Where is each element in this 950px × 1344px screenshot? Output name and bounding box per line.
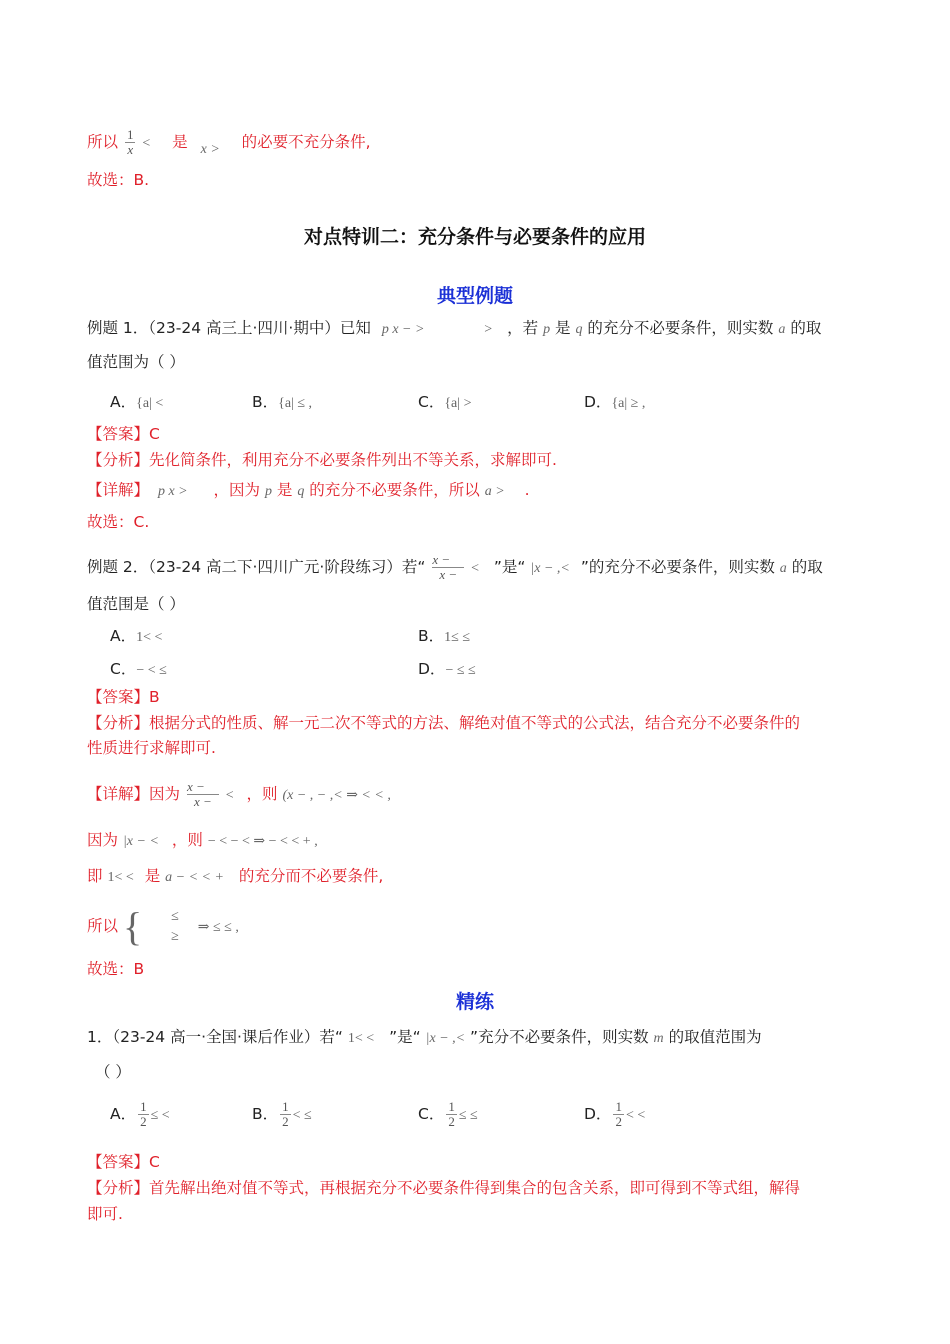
ex2-analysis-1: 【分析】根据分式的性质、解一元二次不等式的方法、解绝对值不等式的公式法，结合充分不必要条件的: [87, 714, 801, 732]
top-prefix: 所以: [87, 133, 119, 151]
ex1-option-a[interactable]: A．{a| <: [110, 393, 164, 411]
ex2-detail-1: 【详解】因为 $\frac{x -}{x -}$ < ，则 (x − , − ,< ⇒ < < ,: [87, 779, 391, 809]
ex2-detail-2: 因为 |x − < ，则 − < − < ⇒ − < < + ,: [87, 831, 318, 849]
ex2-detail-4: 所以 { ≤ ≥ ⇒ ≤ ≤ ,: [87, 903, 239, 949]
top-suffix: 的必要不充分条件,: [241, 133, 371, 151]
p1-answer: 【答案】C: [87, 1153, 160, 1171]
ex2-question: 例题 2．（23-24 高二下·四川广元·阶段练习）若“ $\frac{x -}{x -}$ < ”是“ |x − ,< ”的充分不必要条件，则实数 a 的取: [87, 552, 823, 582]
p1-analysis-1: 【分析】首先解出绝对值不等式，再根据充分不必要条件得到集合的包含关系，即可得到不等式组，解得: [87, 1179, 801, 1197]
ex1-choose: 故选：C.: [87, 513, 150, 531]
shi-text: 是: [172, 133, 188, 151]
fraction-1-over-x: $\frac{1}{x}$: [126, 127, 134, 157]
ex2-option-b[interactable]: B．1≤ ≤: [418, 627, 471, 645]
x-greater: x >: [200, 142, 220, 157]
inequality-system: ≤ ≥: [171, 908, 179, 944]
ex1-answer: 【答案】C: [87, 425, 160, 443]
ex2-option-a[interactable]: A．1< <: [110, 627, 163, 645]
top-line: [87, 128, 371, 157]
p1-option-d[interactable]: D． $\frac{1}{2}$ < <: [584, 1099, 646, 1129]
practice-title: 精练: [455, 991, 494, 1013]
p1-question: 1．（23-24 高一·全国·课后作业）若“ 1< < ”是“ |x − ,< ”充分不必要条件，则实数 m 的取值范围为: [87, 1028, 762, 1046]
ex1-question-line2: 值范围为（ ）: [87, 353, 185, 371]
system-brace: {: [122, 903, 143, 949]
ex2-detail-fraction: $\frac{x -}{x -}$: [187, 780, 219, 809]
less-than: <: [142, 136, 151, 151]
ex2-analysis-2: 性质进行求解即可.: [87, 739, 216, 757]
ex1-detail: 【详解】 p x > ，因为 p 是 q 的充分不必要条件，所以 a > .: [87, 481, 530, 499]
p1-option-b[interactable]: B． $\frac{1}{2}$ < ≤: [252, 1099, 312, 1129]
ex2-option-d[interactable]: D．− ≤ ≤: [418, 660, 476, 678]
ex2-detail-3: 即 1< < 是 a − < < + 的充分而不必要条件,: [87, 867, 384, 885]
p1-analysis-2: 即可.: [87, 1205, 123, 1223]
p1-option-a[interactable]: A． $\frac{1}{2}$ ≤ <: [110, 1099, 170, 1129]
ex1-option-c[interactable]: C．{a| >: [418, 393, 472, 411]
ex1-question: 例题 1．（23-24 高三上·四川·期中）已知 p x − > > ，若 p 是 q 的充分不必要条件，则实数 a 的取: [87, 319, 822, 337]
ex2-answer: 【答案】B: [87, 688, 160, 706]
ex2-option-c[interactable]: C．− < ≤: [110, 660, 167, 678]
ex1-analysis: 【分析】先化简条件，利用充分不必要条件列出不等关系，求解即可.: [87, 451, 557, 469]
examples-title: 典型例题: [436, 285, 513, 307]
ex1-option-b[interactable]: B．{a| ≤ ,: [252, 393, 313, 411]
ex2-question-line2: 值范围是（ ）: [87, 595, 185, 613]
top-choose: 故选：B.: [87, 171, 150, 189]
section-title: 对点特训二：充分条件与必要条件的应用: [303, 226, 646, 248]
p1-question-line2: （ ）: [95, 1063, 131, 1081]
ex2-fraction: $\frac{x -}{x -}$: [432, 553, 464, 582]
ex1-option-d[interactable]: D．{a| ≥ ,: [584, 393, 646, 411]
p1-option-c[interactable]: C． $\frac{1}{2}$ ≤ ≤: [418, 1099, 478, 1129]
ex2-choose: 故选：B: [87, 960, 145, 978]
